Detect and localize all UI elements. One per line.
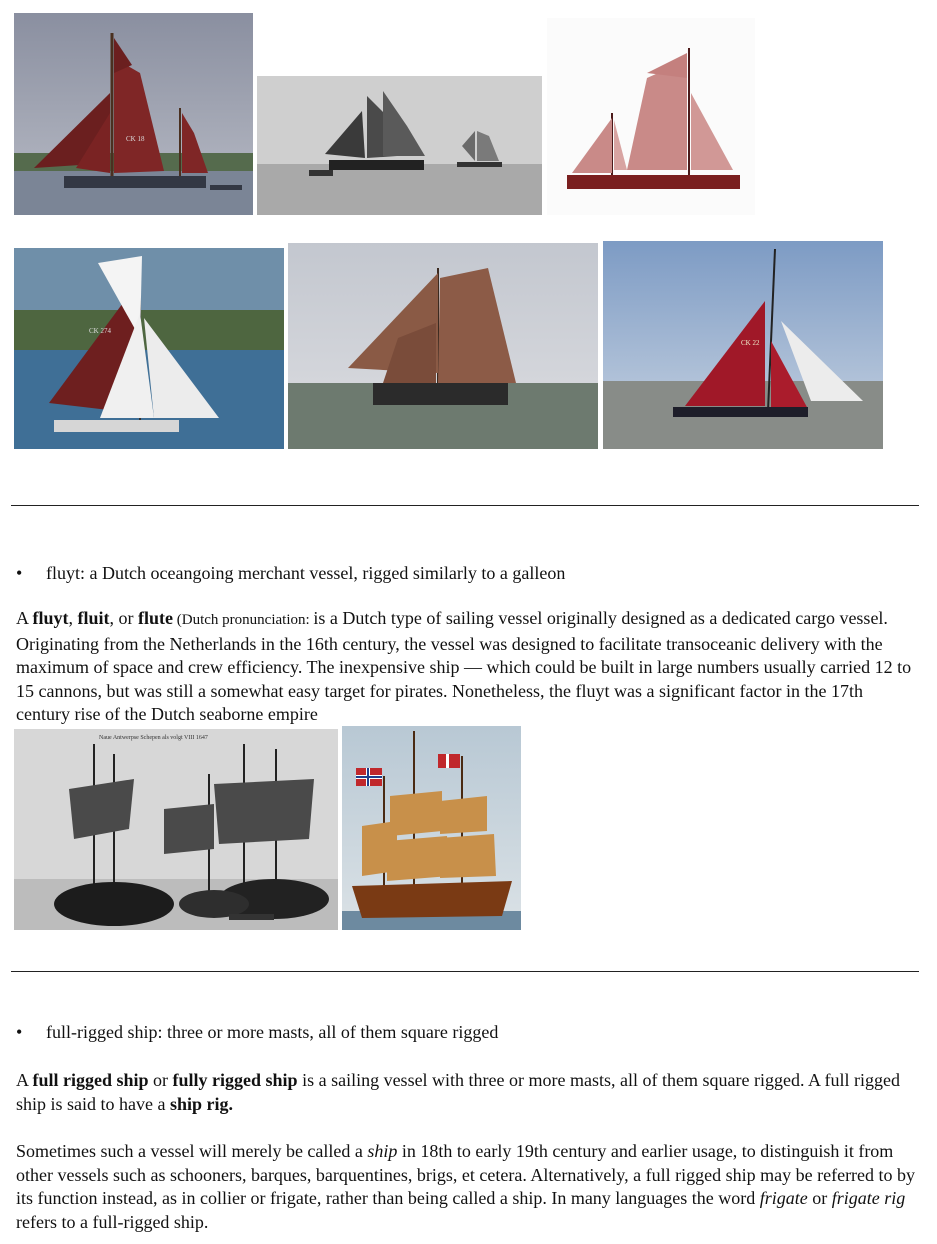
text-run: is a sailing vessel with three or more masts, all of them square rigged. A full rigged ship is said to have a [16,1070,900,1114]
term-fluyt: fluyt [32,608,69,628]
red-sail-racer-photo [603,241,883,449]
text-run: or [807,1188,832,1208]
full-rigged-bullet-text: full-rigged ship: three or more masts, all of them square rigged [46,1022,499,1042]
fluyt-engraving [14,729,338,930]
full-rigged-paragraph-2 [16,1140,921,1234]
sail-number-b: CK 274 [89,327,111,335]
full-rigged-bullet [16,1021,498,1043]
divider-2 [11,971,919,972]
term-full-rigged-ship: full rigged ship [32,1070,149,1090]
engraving-caption: Naue Antwerpse Schepen als volgt VIII 1647 [99,735,208,741]
fluyt-bullet-text: fluyt: a Dutch oceangoing merchant vessel, rigged similarly to a galleon [46,563,566,583]
pronunciation-note: (Dutch pronunciation: [173,612,314,628]
divider-1 [11,505,919,506]
fluyt-painting [342,726,521,930]
red-sail-lugger-illustration [547,18,755,215]
term-frigate-rig-italic: frigate rig [831,1188,906,1208]
text-run: , or [109,608,139,628]
sail-number-c: CK 22 [741,339,760,347]
brown-sail-smack-photo [288,243,598,449]
text-run: is a Dutch type of sailing vessel originally designed as a dedicated cargo vessel. Originating from the Netherlands in the 16th century, the vessel was designed to facilitate transoceanic delivery with the maximum of space and crew efficiency. The inexpensive ship — which could be built in large numbers usually carried 12 to 15 cannons, but was still a somewhat easy target for pirates. Nonetheless, the fluyt was a significant factor in the 17th century rise of the Dutch seaborne empire [16,608,912,724]
term-flute: flute [138,608,174,628]
term-frigate-italic: frigate [759,1188,808,1208]
gaff-cutter-photo [14,248,284,449]
bullet-icon: • [16,1022,23,1042]
fluyt-paragraph [16,607,921,727]
term-fluit: fluit [77,608,110,628]
text-run: Sometimes such a vessel will merely be called a [16,1141,368,1161]
sailing-barge-photo [14,13,253,215]
text-run: A [16,608,33,628]
full-rigged-paragraph-1 [16,1069,921,1116]
text-run: or [148,1070,173,1090]
text-run: refers to a full-rigged ship. [16,1211,209,1232]
text-run: A [16,1070,33,1090]
text-run: , [68,608,78,628]
schooner-engraving-photo [257,76,542,215]
term-ship-rig: ship rig. [169,1093,234,1114]
term-ship-italic: ship [367,1141,398,1161]
sail-number-a: CK 18 [126,135,145,143]
text-run: in 18th to early 19th century and earlier usage, to distinguish it from other vessels such as schooners, barques, barquentines, brigs, et cetera. Alternatively, a full rigged ship may be referred to by its function instead, as in collier or frigate, rather than being called a ship. In many languages the word [16,1141,916,1208]
bullet-icon: • [16,563,23,583]
fluyt-bullet [16,562,565,584]
term-fully-rigged-ship: fully rigged ship [172,1070,298,1090]
